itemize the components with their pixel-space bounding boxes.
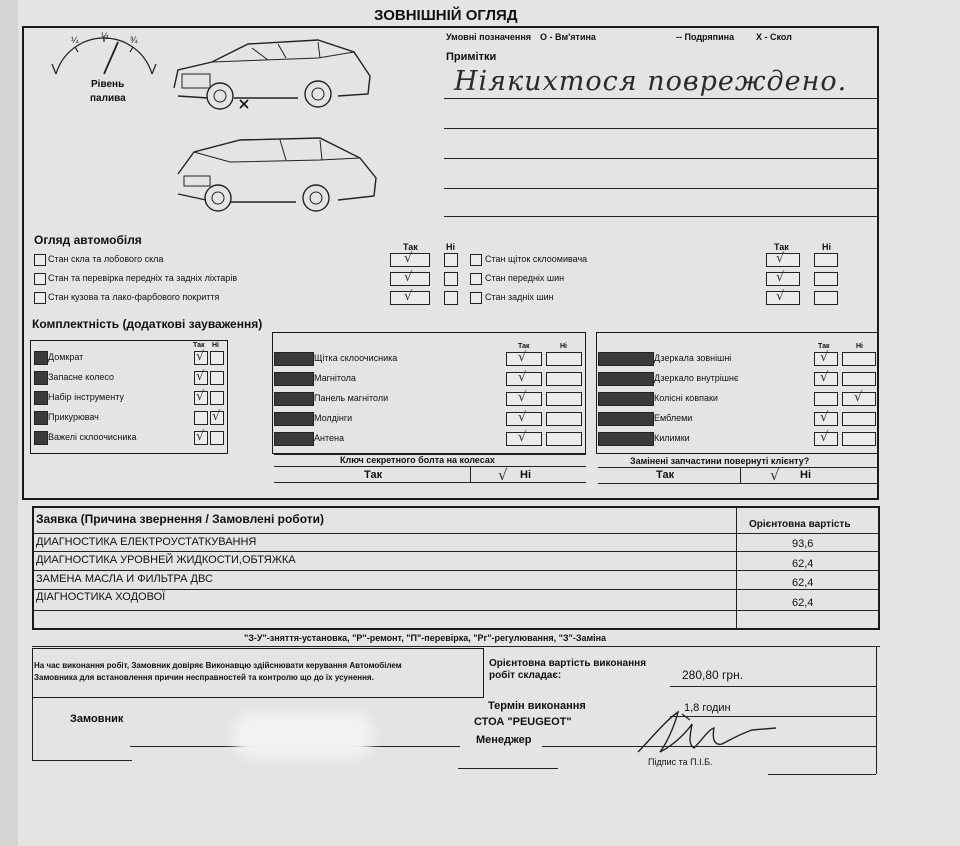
- secret-bolt-divider: [274, 466, 586, 467]
- parts-returned-no[interactable]: Ні: [800, 469, 811, 481]
- estimate-label-line2: робіт складає:: [489, 670, 562, 681]
- row-marker: [598, 392, 654, 406]
- inspection-form-sheet: [18, 0, 960, 846]
- estimate-value: 280,80 грн.: [682, 668, 744, 682]
- footer-right-border: [876, 646, 877, 774]
- estimate-label-line1: Орієнтовна вартість виконання: [489, 658, 647, 669]
- yes-checkbox[interactable]: [194, 411, 208, 425]
- order-row-divider: [32, 610, 880, 611]
- no-checkbox[interactable]: [444, 272, 458, 286]
- secret-bolt-divider: [274, 482, 586, 483]
- fuel-label-line2: палива: [90, 93, 126, 104]
- notes-line: [444, 158, 878, 159]
- inspection-label: Стан щіток склоомивача: [485, 254, 588, 264]
- equipment-label: Панель магнітоли: [314, 393, 389, 403]
- check-mark: √: [776, 289, 785, 304]
- notes-label: Примітки: [446, 51, 497, 63]
- inspection-label: Стан задніх шин: [485, 292, 554, 302]
- notes-line: [444, 216, 878, 217]
- notes-line: [444, 188, 878, 189]
- no-checkbox[interactable]: [842, 352, 876, 366]
- no-checkbox[interactable]: [210, 391, 224, 405]
- fuel-gauge-icon: [48, 31, 160, 84]
- inspection-label: Стан передніх шин: [485, 273, 565, 283]
- footer-bottom-line: [768, 774, 876, 775]
- order-cost: 93,6: [792, 538, 814, 550]
- legend-prefix: Умовні позначення: [446, 32, 532, 42]
- row-marker: [274, 392, 314, 406]
- notes-handwritten: Ніякихтося повреждено.: [454, 66, 848, 97]
- row-marker: [598, 432, 654, 446]
- manager-signature: [630, 700, 780, 760]
- check-mark: √: [404, 289, 413, 304]
- no-checkbox[interactable]: [444, 253, 458, 267]
- equipment-label: Прикурювач: [48, 412, 99, 422]
- abbrev-divider: [32, 646, 880, 647]
- equipment-label: Магнітола: [314, 373, 356, 383]
- no-checkbox[interactable]: [814, 291, 838, 305]
- secret-bolt-no[interactable]: Ні: [520, 469, 531, 481]
- row-marker: [598, 352, 654, 366]
- equipment-label: Щітка склоочисника: [314, 353, 398, 363]
- no-checkbox[interactable]: [444, 291, 458, 305]
- footer-bottom-line: [458, 768, 558, 769]
- no-checkbox[interactable]: [814, 272, 838, 286]
- inspection-title: Огляд автомобіля: [34, 233, 142, 247]
- no-checkbox[interactable]: [814, 253, 838, 267]
- equipment-label: Антена: [314, 433, 344, 443]
- row-marker: [598, 412, 654, 426]
- parts-returned-divider: [598, 483, 878, 484]
- check-mark: √: [820, 350, 829, 365]
- inspection-yes-header: Так: [403, 242, 418, 252]
- equipment-label: Дзеркала зовнішні: [654, 353, 732, 363]
- no-checkbox[interactable]: [546, 372, 582, 386]
- secret-bolt-yes[interactable]: Так: [364, 469, 383, 481]
- secret-bolt-check: √: [498, 466, 508, 484]
- redacted-name: [233, 712, 373, 758]
- order-cost-column-divider: [736, 506, 737, 630]
- abbrev-note: "З-У"-зняття-установка, "Р"-ремонт, "П"-перевірка, "Рг"-регулювання, "З"-Заміна: [244, 633, 607, 643]
- fuel-label-line1: Рівень: [91, 79, 125, 90]
- equipment-label: Важелі склоочисника: [48, 432, 137, 442]
- inspection-label: Стан кузова та лако-фарбового покриття: [48, 292, 220, 302]
- inspection-yes-header-right: Так: [774, 242, 789, 252]
- check-mark: √: [518, 410, 527, 425]
- row-marker: [34, 254, 46, 266]
- group2-yes-header: Так: [518, 343, 530, 350]
- inspection-no-header: Ні: [446, 242, 455, 252]
- equipment-label: Молдінги: [314, 413, 353, 423]
- row-marker: [274, 352, 314, 366]
- row-marker: [34, 431, 48, 445]
- row-marker: [274, 432, 314, 446]
- parts-returned-divider: [598, 467, 878, 468]
- check-mark: √: [196, 369, 205, 384]
- check-mark: √: [518, 370, 527, 385]
- no-checkbox[interactable]: [842, 432, 876, 446]
- group1-no-header: Ні: [212, 342, 219, 349]
- row-marker: [34, 411, 48, 425]
- no-checkbox[interactable]: [842, 372, 876, 386]
- check-mark: √: [518, 350, 527, 365]
- check-mark: √: [404, 251, 413, 266]
- check-mark: √: [776, 251, 785, 266]
- row-marker: [274, 372, 314, 386]
- group3-no-header: Ні: [856, 343, 863, 350]
- yes-checkbox[interactable]: [814, 392, 838, 406]
- equipment-label: Домкрат: [48, 352, 84, 362]
- order-title: Заявка (Причина звернення / Замовлені роботи): [36, 512, 324, 526]
- order-row-divider: [32, 551, 880, 552]
- group1-yes-header: Так: [193, 342, 205, 349]
- no-checkbox[interactable]: [210, 431, 224, 445]
- check-mark: √: [518, 390, 527, 405]
- check-mark: √: [820, 410, 829, 425]
- check-mark: √: [196, 389, 205, 404]
- no-checkbox[interactable]: [210, 351, 224, 365]
- legend-scratch: -- Подряпина: [676, 32, 735, 42]
- order-row-divider: [32, 589, 880, 590]
- no-checkbox[interactable]: [210, 371, 224, 385]
- parts-returned-check: √: [770, 466, 780, 484]
- check-mark: √: [196, 349, 205, 364]
- order-cost: 62,4: [792, 597, 814, 609]
- equipment-label: Колісні ковпаки: [654, 393, 718, 403]
- trust-line1: На час виконання робіт, Замовник довіряє Виконавцю здійснювати керування Автомобілем: [34, 661, 402, 670]
- estimate-underline: [670, 686, 876, 687]
- form-title: ЗОВНІШНІЙ ОГЛЯД: [374, 7, 518, 24]
- car-front-view-icon: [168, 36, 378, 116]
- row-marker: [274, 412, 314, 426]
- equipment-title: Комплектність (додаткові зауваження): [32, 317, 263, 331]
- equipment-label: Запасне колесо: [48, 372, 115, 382]
- no-checkbox[interactable]: [842, 412, 876, 426]
- group3-yes-header: Так: [818, 343, 830, 350]
- customer-label: Замовник: [70, 713, 124, 725]
- parts-returned-split: [740, 467, 741, 483]
- order-cost: 62,4: [792, 577, 814, 589]
- car-rear-view-icon: [170, 134, 380, 224]
- equipment-label: Дзеркало внутрішнє: [654, 373, 739, 383]
- row-marker: [470, 254, 482, 266]
- check-mark: √: [518, 430, 527, 445]
- manager-label: Менеджер: [476, 734, 532, 746]
- equipment-label: Набір інструменту: [48, 392, 124, 402]
- station-name: СТОА "PEUGEOT": [474, 716, 572, 728]
- trust-line2: Замовника для встановлення причин несправностей та контролю що до їх усунення.: [34, 673, 374, 682]
- order-work: ДИАГНОСТИКА УРОВНЕЙ ЖИДКОСТИ,ОБТЯЖКА: [36, 554, 296, 566]
- check-mark: √: [404, 270, 413, 285]
- no-checkbox[interactable]: [546, 352, 582, 366]
- order-work: ДИАГНОСТИКА ЕЛЕКТРОУСТАТКУВАННЯ: [36, 536, 257, 548]
- order-work: ДІАГНОСТИКА ХОДОВОЇ: [36, 591, 166, 603]
- row-marker: [34, 371, 48, 385]
- inspection-label: Стан скла та лобового скла: [48, 254, 164, 264]
- row-marker: [470, 292, 482, 304]
- check-mark: √: [820, 370, 829, 385]
- row-marker: [470, 273, 482, 285]
- order-work: ЗАМЕНА МАСЛА И ФИЛЬТРА ДВС: [36, 573, 213, 585]
- signature-caption: Підпис та П.І.Б.: [648, 757, 713, 767]
- equipment-label: Килимки: [654, 433, 690, 443]
- fuel-tick-half: ½: [101, 31, 109, 41]
- check-mark: √: [776, 270, 785, 285]
- no-checkbox[interactable]: [546, 412, 582, 426]
- footer-bottom-line: [32, 760, 132, 761]
- inspection-no-header-right: Ні: [822, 242, 831, 252]
- check-mark: √: [820, 430, 829, 445]
- term-label: Термін виконання: [488, 700, 586, 712]
- no-checkbox[interactable]: [546, 392, 582, 406]
- order-row-divider: [32, 570, 880, 571]
- equipment-label: Емблеми: [654, 413, 693, 423]
- notes-line: [444, 128, 878, 129]
- row-marker: [34, 292, 46, 304]
- row-marker: [34, 351, 48, 365]
- parts-returned-title: Замінені запчастини повернуті клієнту?: [630, 456, 810, 466]
- row-marker: [598, 372, 654, 386]
- order-cost: 62,4: [792, 558, 814, 570]
- parts-returned-yes[interactable]: Так: [656, 469, 675, 481]
- fuel-tick-three-quarter: ¾: [130, 35, 138, 45]
- row-marker: [34, 391, 48, 405]
- check-mark: √: [196, 429, 205, 444]
- order-cost-header: Орієнтовна вартість: [749, 519, 851, 530]
- row-marker: [34, 273, 46, 285]
- check-mark: √: [212, 409, 221, 424]
- term-value: 1,8 годин: [684, 702, 731, 714]
- footer-left-border: [32, 698, 33, 760]
- check-mark: √: [854, 390, 863, 405]
- order-row-divider: [32, 533, 880, 534]
- notes-line: [444, 98, 878, 99]
- group2-no-header: Ні: [560, 343, 567, 350]
- legend-dent: О - Вм'ятина: [540, 32, 596, 42]
- secret-bolt-split: [470, 466, 471, 482]
- fuel-tick-quarter: ¼: [71, 35, 79, 45]
- secret-bolt-title: Ключ секретного болта на колесах: [340, 455, 495, 465]
- inspection-label: Стан та перевірка передніх та задніх ліхтарів: [48, 273, 238, 283]
- legend-chip: Х - Скол: [756, 32, 792, 42]
- no-checkbox[interactable]: [546, 432, 582, 446]
